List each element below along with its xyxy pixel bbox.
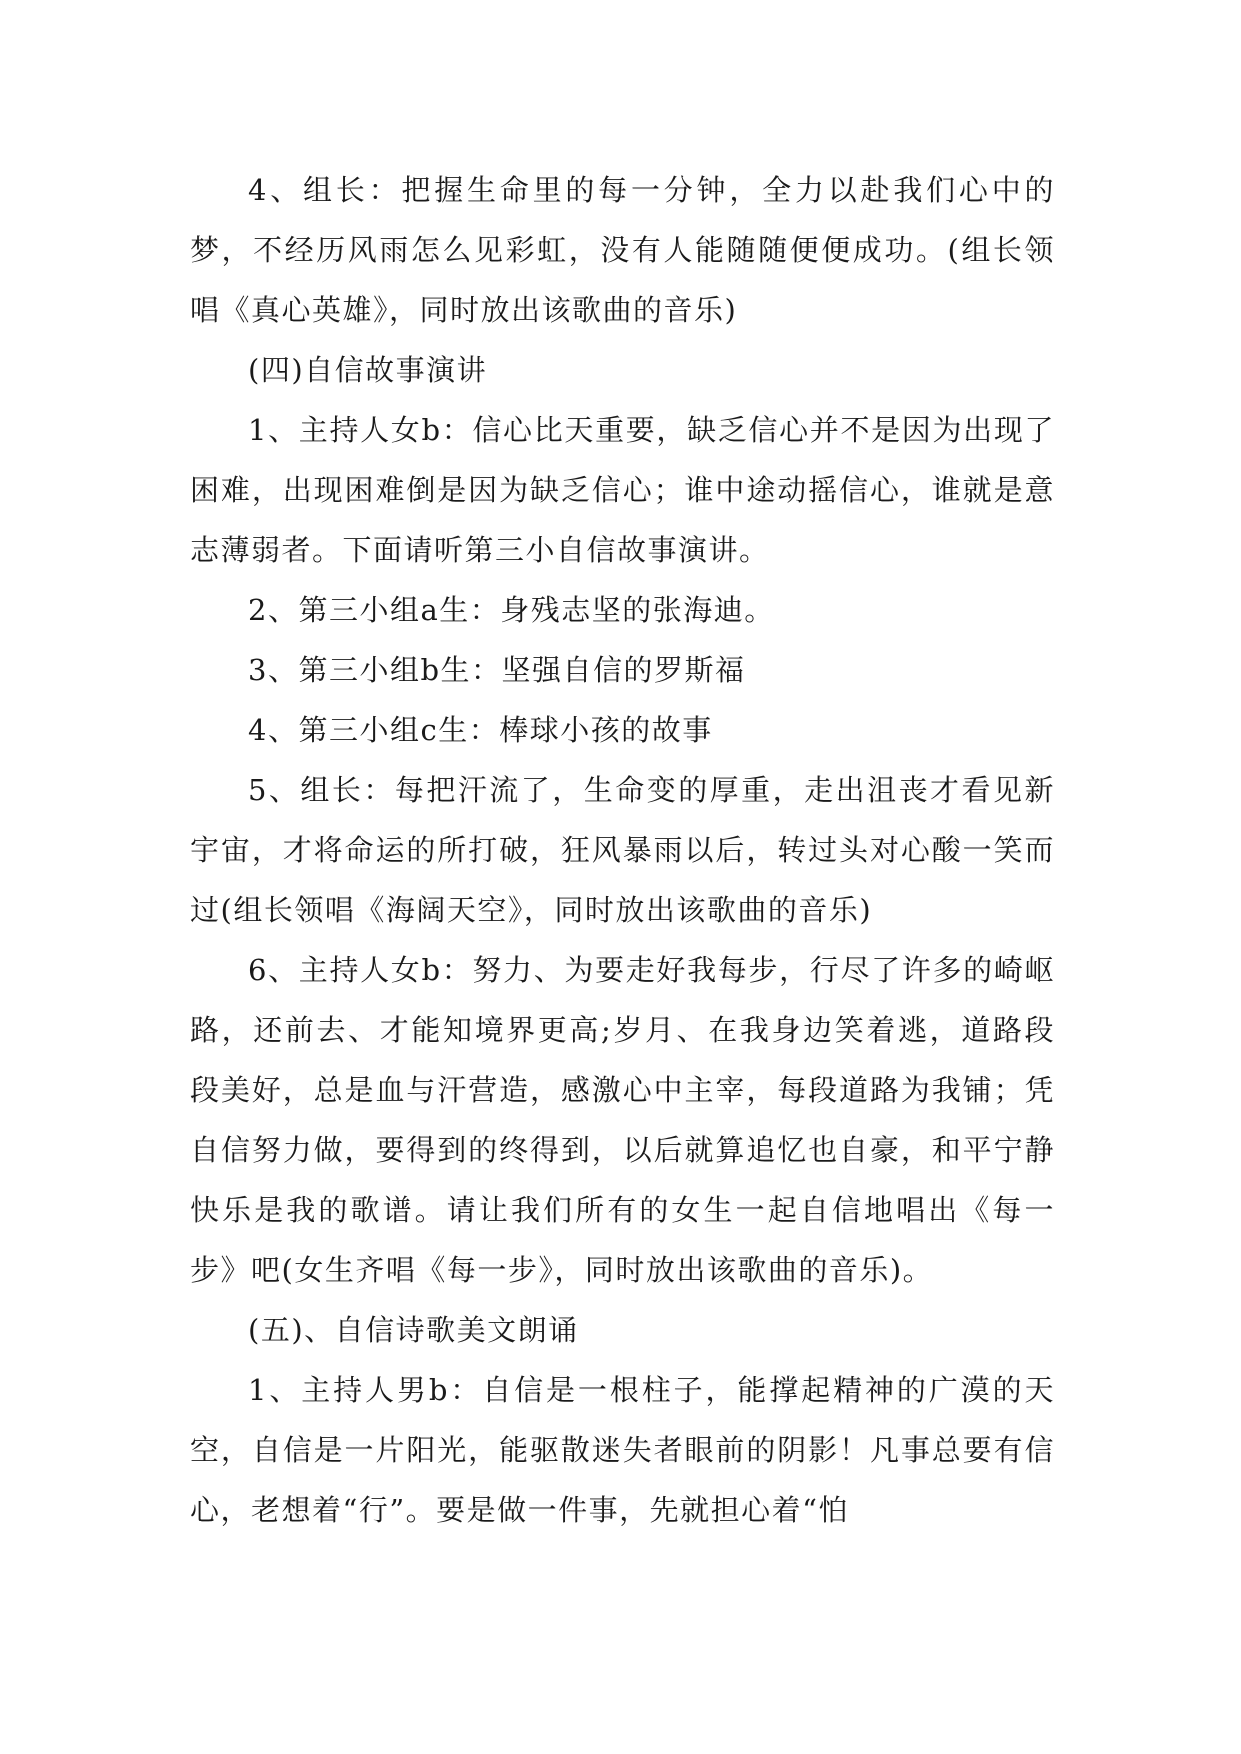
paragraph-step-5-leader-song: 5、组长：每把汗流了，生命变的厚重，走出沮丧才看见新宇宙，才将命运的所打破，狂风暴雨以后，转过头对心酸一笑而过(组长领唱《海阔天空》，同时放出该歌曲的音乐) [190,773,1055,927]
document-body [190,160,1055,1540]
paragraph-group3-student-c: 4、第三小组c生：棒球小孩的故事 [248,713,713,747]
paragraph-group3-student-a: 2、第三小组a生：身残志坚的张海迪。 [248,593,775,627]
paragraph-group3-student-b: 3、第三小组b生：坚强自信的罗斯福 [248,653,746,687]
paragraph-step-6-host-female-b: 6、主持人女b：努力、为要走好我每步，行尽了许多的崎岖路，还前去、才能知境界更高;岁月、在我身边笑着逃，道路段段美好，总是血与汗营造，感激心中主宰，每段道路为我铺；凭自信努力做，要得到的终得到，以后就算追忆也自豪，和平宁静快乐是我的歌谱。请让我们所有的女生一起自信地唱出《每一步》吧(女生齐唱《每一步》，同时放出该歌曲的音乐)。 [190,953,1055,1287]
paragraph-host-female-b-intro: 1、主持人女b：信心比天重要，缺乏信心并不是因为出现了困难，出现困难倒是因为缺乏信心；谁中途动摇信心，谁就是意志薄弱者。下面请听第三小自信故事演讲。 [190,413,1055,567]
paragraph-step-4-leader-song: 4、组长：把握生命里的每一分钟，全力以赴我们心中的梦，不经历风雨怎么见彩虹，没有人能随随便便成功。(组长领唱《真心英雄》，同时放出该歌曲的音乐) [190,173,1055,327]
section-heading-confidence-story-speech: (四)自信故事演讲 [248,353,488,387]
section-heading-poetry-recitation: (五)、自信诗歌美文朗诵 [248,1313,579,1347]
paragraph-host-male-b: 1、主持人男b：自信是一根柱子，能撑起精神的广漠的天空，自信是一片阳光，能驱散迷失者眼前的阴影！凡事总要有信心，老想着“行”。要是做一件事，先就担心着“怕 [190,1373,1055,1527]
